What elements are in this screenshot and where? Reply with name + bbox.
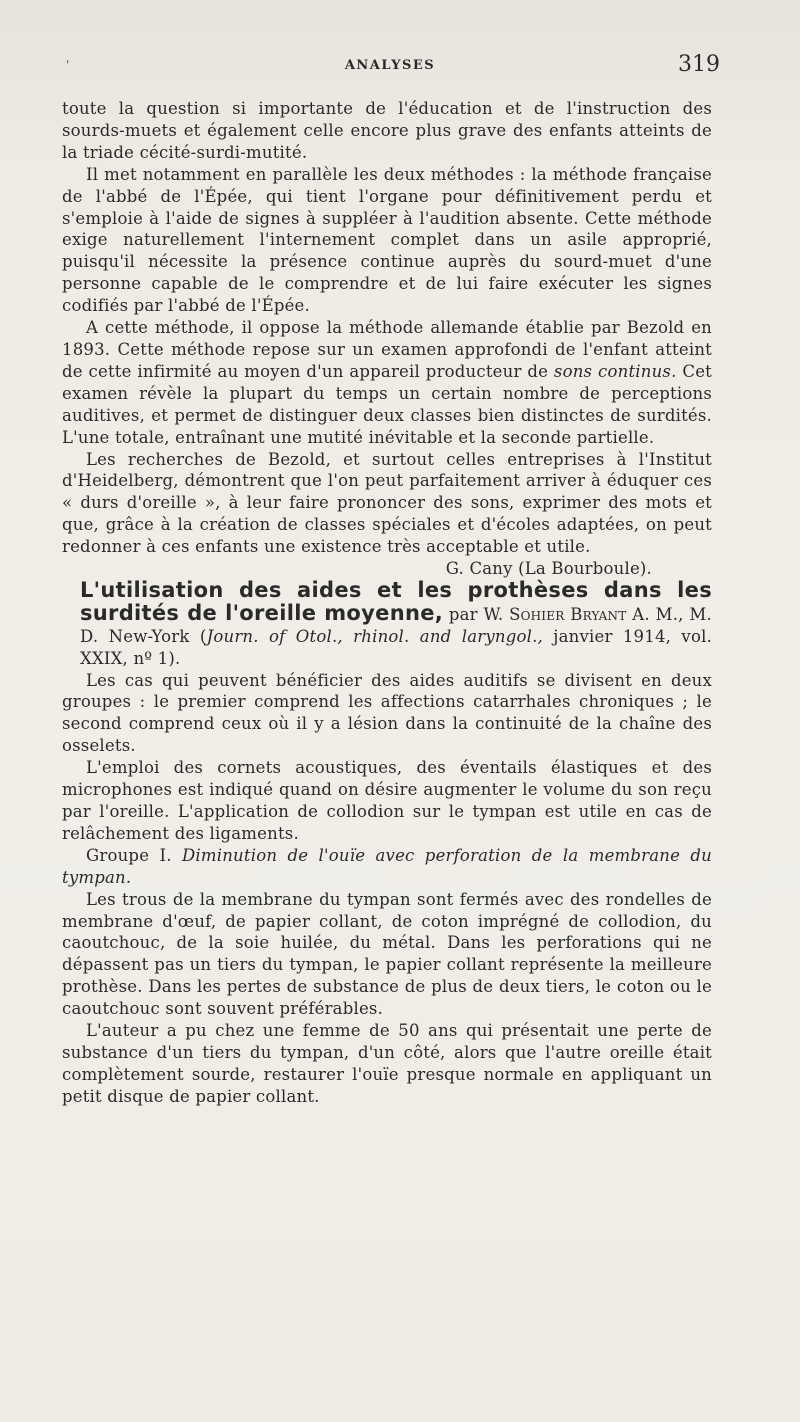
paragraph: Les trous de la membrane du tympan sont fermés avec des rondelles de membrane d'œuf, de papier collant, de coton imprégné de collodion, du caoutchouc, de la soie huilée, du métal. Dans les perforations qui ne dépassent pas un tiers du tympan, le papier collant représente la meilleure prothèse. Dans les pertes de substance de plus de deux tiers, le coton ou le caoutchouc sont souvent préférables. [62,889,712,1019]
article-title: L'utilisation des aides et les prothèses dans les surdités de l'oreille moyenne, [80,577,712,625]
paragraph: Les cas qui peuvent bénéficier des aides auditifs se divisent en deux groupes : le premier comprend les affections catarrhales chroniques ; le second comprend ceux où il y a lésion dans la continuité de la chaîne des osselets. [62,670,712,756]
author-name: Sohier Bryant [509,604,627,624]
paragraph-text: A cette méthode, il oppose la méthode allemande établie par Bezold en 1893. Cette méthode repose sur un examen approfondi de l'enfant atteint de cette infirmité au moyen d'un appareil producteur de [62,318,712,381]
paragraph [62,317,712,448]
heading-by: par W. [443,604,510,624]
journal-name: Journ. of Otol., rhinol. and laryngol., [206,626,543,646]
running-title: ANALYSES [344,58,436,73]
journal-reference: janvier 1914, vol. XXIX, nº 1). [80,626,713,668]
paragraph: toute la question si importante de l'éducation et de l'instruction des sourds-muets et également celle encore plus grave des enfants atteints de la triade cécité-surdi-mutité. [62,99,712,162]
paragraph: Les recherches de Bezold, et surtout celles entreprises à l'Institut d'Heidelberg, démontrent que l'on peut parfaitement arriver à éduquer ces « durs d'oreille », à leur faire prononcer des sons, exprimer des mots et que, grâce à la création de classes spéciales et d'écoles adaptées, on peut redonner à ces enfants une existence très acceptable et utile. [62,449,712,557]
paragraph: Il met notamment en parallèle les deux méthodes : la méthode française de l'abbé de l'Épée, qui tient l'organe pour définitivement perdu et s'emploie à l'aide de signes à suppléer à l'audition absente. Cette méthode exige naturellement l'internement complet dans un asile approprié, puisqu'il nécessite la présence continue auprès du sourd-muet d'une personne capable de le comprendre et de lui faire exécuter les signes codifiés par l'abbé de l'Épée. [62,164,712,316]
page-number: 319 [678,52,720,77]
group-title: Diminution de l'ouïe avec perforation de la membrane du tympan. [62,845,712,887]
signature: G. Cany (La Bourboule). [445,559,652,579]
paragraph [62,845,712,889]
group-label: Groupe I. [86,845,182,865]
paragraph: L'emploi des cornets acoustiques, des éventails élastiques et des microphones est indiqué quand on désire augmenter le volume du son reçu par l'oreille. L'application de collodion sur le tympan est utile en cas de relâchement des ligaments. [62,758,712,843]
running-header [60,52,720,84]
paragraph-text: Cet examen révèle la plupart du temps un certain nombre de perceptions auditives, et permet de distinguer deux classes bien distinctes de surdités. L'une totale, entraînant une mutité inévitable et la seconde partielle. [62,361,712,447]
author-details: A. M., M. D. New-York ( [80,604,712,646]
paragraph: L'auteur a pu chez une femme de 50 ans qui présentait une perte de substance d'un tiers du tympan, d'un côté, alors que l'autre oreille était complètement sourde, restaurer l'ouïe presque normale en appliquant un petit disque de papier collant. [62,1021,712,1106]
margin-mark: ' [66,58,70,72]
article-body [62,98,712,1108]
article-heading [62,577,713,670]
italic-term: sons continus. [553,361,677,381]
